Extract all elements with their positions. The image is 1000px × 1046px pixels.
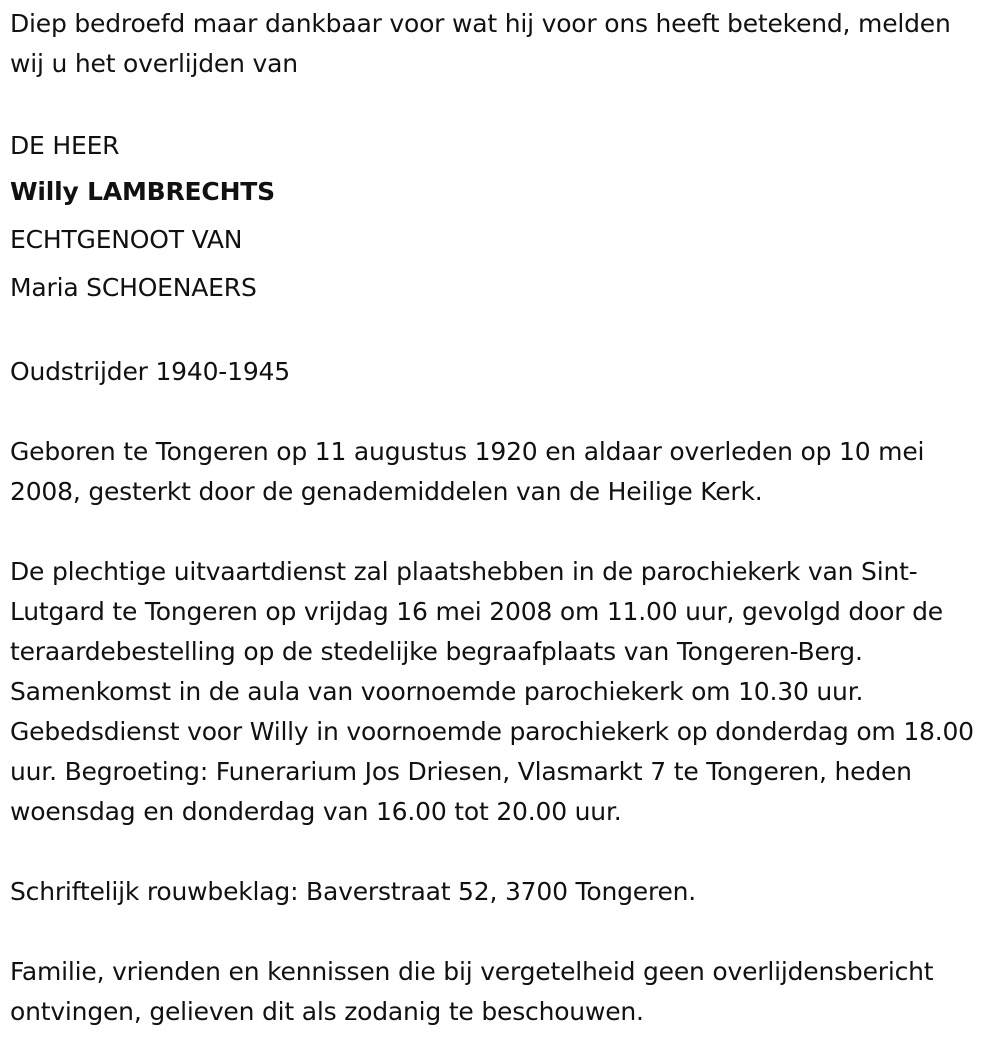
distinction-text: Oudstrijder 1940-1945 <box>10 357 290 386</box>
spacer <box>10 84 990 124</box>
deceased-name: Willy LAMBRECHTS <box>10 177 275 206</box>
closing-paragraph: Familie, vrienden en kennissen die bij vergetelheid geen overlijdensbericht ontvingen, gelieven dit als zodanig te beschouwen. <box>10 957 934 1026</box>
spacer <box>10 832 990 872</box>
intro-paragraph: Diep bedroefd maar dankbaar voor wat hij voor ons heeft betekend, melden wij u het overlijden van <box>10 9 951 78</box>
spacer <box>10 392 990 432</box>
spouse-name: Maria SCHOENAERS <box>10 273 257 302</box>
spacer <box>10 312 990 352</box>
spacer <box>10 512 990 552</box>
spacer <box>10 912 990 952</box>
birth-death-paragraph: Geboren te Tongeren op 11 augustus 1920 en aldaar overleden op 10 mei 2008, gesterkt door de genademiddelen van de Heilige Kerk. <box>10 437 925 506</box>
deceased-title: DE HEER <box>10 131 120 160</box>
deceased-relation: ECHTGENOOT VAN <box>10 225 243 254</box>
funeral-paragraph: De plechtige uitvaartdienst zal plaatshebben in de parochiekerk van Sint-Lutgard te Tongeren op vrijdag 16 mei 2008 om 11.00 uur, gevolgd door de teraardebestelling op de stedelijke begraafplaats van Tongeren-Berg. Samenkomst in de aula van voornoemde parochiekerk om 10.30 uur. Gebedsdienst voor Willy in voornoemde parochiekerk op donderdag om 18.00 uur. Begroeting: Funerarium Jos Driesen, Vlasmarkt 7 te Tongeren, heden woensdag en donderdag van 16.00 tot 20.00 uur. <box>10 557 974 826</box>
condolences-paragraph: Schriftelijk rouwbeklag: Baverstraat 52, 3700 Tongeren. <box>10 877 697 906</box>
obituary-notice <box>10 4 990 1032</box>
deceased-block <box>10 124 990 312</box>
